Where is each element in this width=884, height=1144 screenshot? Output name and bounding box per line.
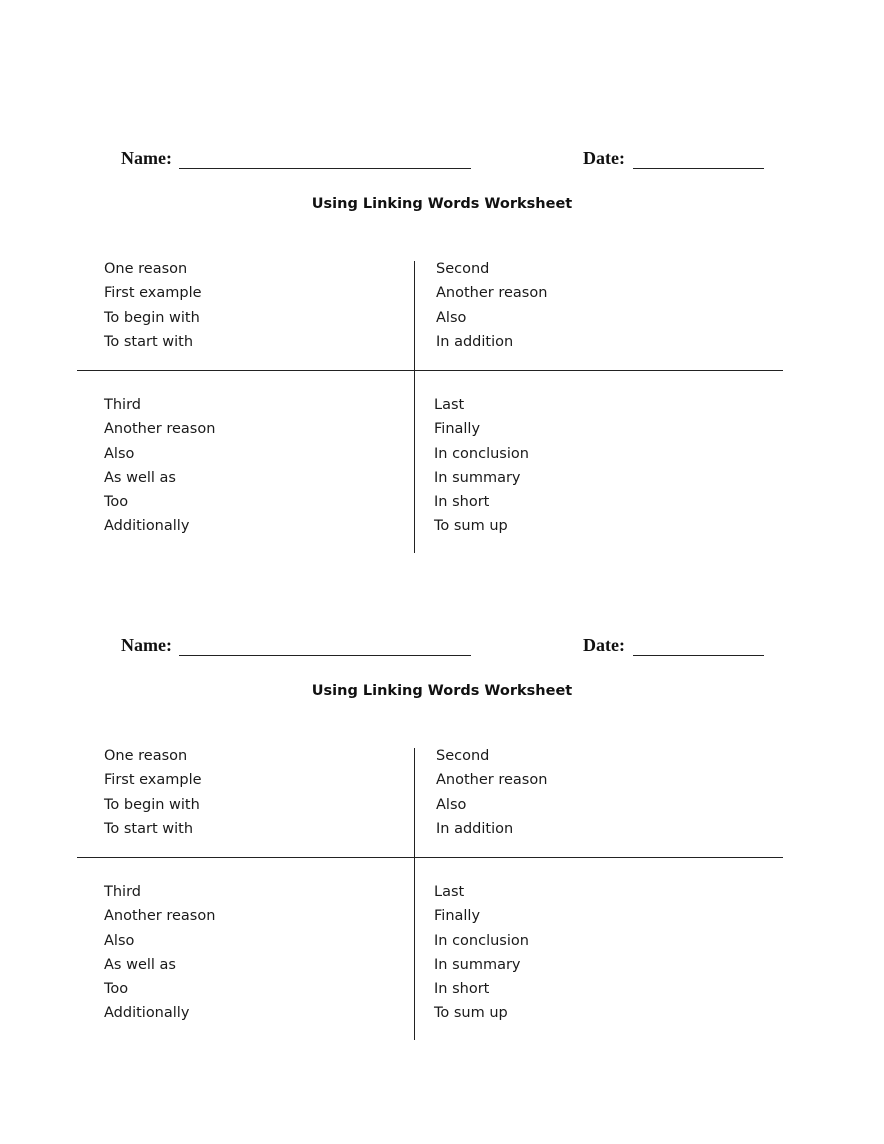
horizontal-divider [77, 370, 783, 371]
linking-word: Another reason [104, 908, 216, 925]
quadrant-top-left [104, 744, 202, 841]
linking-word: Additionally [104, 518, 190, 535]
header-row [0, 632, 884, 662]
quadrant-top-right [436, 744, 547, 841]
linking-word: Too [104, 981, 129, 998]
vertical-divider [414, 261, 415, 553]
quadrant-top-right [436, 257, 547, 354]
linking-word: First example [104, 285, 202, 302]
linking-word: In addition [436, 820, 514, 837]
linking-word: Also [436, 796, 467, 813]
linking-word: In conclusion [434, 932, 529, 949]
quadrant-bottom-left [104, 393, 215, 539]
quadrant-bottom-right [434, 393, 529, 539]
name-label: Name: [121, 148, 172, 168]
linking-word: As well as [104, 469, 176, 486]
worksheet-title: Using Linking Words Worksheet [311, 683, 573, 699]
linking-word: To start with [104, 820, 194, 837]
name-field[interactable] [179, 655, 471, 656]
linking-word: To begin with [104, 309, 200, 326]
linking-word: Also [436, 309, 467, 326]
linking-word: First example [104, 772, 202, 789]
quadrant-bottom-right [434, 880, 529, 1026]
linking-word: In summary [434, 469, 521, 486]
linking-word: As well as [104, 956, 176, 973]
linking-word: In summary [434, 956, 521, 973]
linking-word: Second [436, 261, 490, 277]
linking-word: In short [434, 981, 490, 998]
linking-word: Another reason [436, 772, 548, 789]
linking-word: One reason [104, 261, 188, 277]
worksheet-2 [0, 632, 884, 1052]
name-field[interactable] [179, 168, 471, 169]
linking-word: Additionally [104, 1005, 190, 1022]
linking-word: Also [104, 445, 135, 462]
date-label: Date: [583, 635, 625, 655]
linking-word: To start with [104, 333, 194, 350]
linking-word: To sum up [434, 518, 508, 535]
linking-word: Second [436, 748, 490, 764]
linking-word: Finally [434, 908, 481, 925]
quadrant-top-left [104, 257, 202, 354]
header-row [0, 145, 884, 175]
date-label: Date: [583, 148, 625, 168]
linking-word: Last [434, 397, 465, 413]
linking-word: Finally [434, 421, 481, 438]
linking-word: Also [104, 932, 135, 949]
vertical-divider [414, 748, 415, 1040]
linking-word: To sum up [434, 1005, 508, 1022]
quadrant-bottom-left [104, 880, 215, 1026]
linking-word: Last [434, 884, 465, 900]
linking-word: In conclusion [434, 445, 529, 462]
worksheet-1 [0, 145, 884, 565]
linking-word: In addition [436, 333, 514, 350]
linking-word: Too [104, 494, 129, 511]
name-label: Name: [121, 635, 172, 655]
linking-word: One reason [104, 748, 188, 764]
horizontal-divider [77, 857, 783, 858]
date-field[interactable] [633, 168, 764, 169]
worksheet-title: Using Linking Words Worksheet [311, 196, 573, 212]
linking-word: Third [104, 397, 141, 413]
linking-word: To begin with [104, 796, 200, 813]
linking-word: Another reason [436, 285, 548, 302]
linking-word: Third [104, 884, 141, 900]
linking-word: In short [434, 494, 490, 511]
linking-word: Another reason [104, 421, 216, 438]
date-field[interactable] [633, 655, 764, 656]
